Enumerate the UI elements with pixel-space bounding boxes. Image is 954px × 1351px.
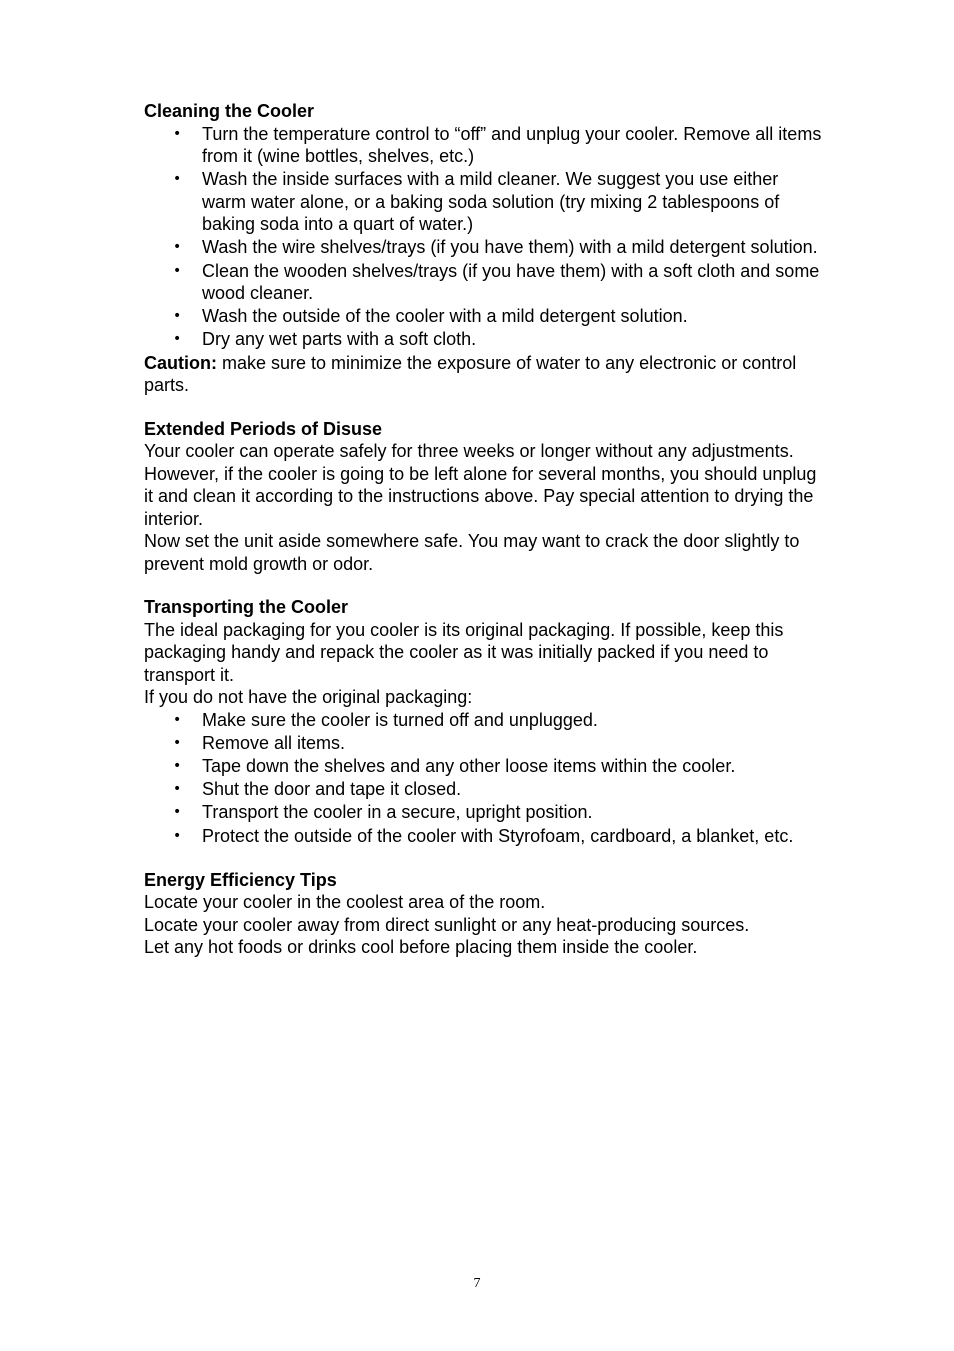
list-item <box>144 801 824 824</box>
paragraph: If you do not have the original packaging: <box>144 687 473 708</box>
bullet-icon: • <box>173 827 182 844</box>
section-energy <box>144 869 824 959</box>
list-item-text: Clean the wooden shelves/trays (if you have them) with a soft cloth and some wood cleaner. <box>202 260 820 304</box>
list-item <box>144 709 824 732</box>
bullet-icon: • <box>173 262 182 279</box>
section-transport <box>144 596 824 847</box>
section-cleaning <box>144 100 824 397</box>
bullet-icon: • <box>173 734 182 751</box>
bullet-icon: • <box>173 125 182 142</box>
caution-label: Caution: <box>144 352 217 373</box>
paragraph: Locate your cooler in the coolest area of the room. <box>144 892 546 913</box>
list-item-text: Make sure the cooler is turned off and unplugged. <box>202 709 598 730</box>
list-item <box>144 236 824 259</box>
caution-text: make sure to minimize the exposure of water to any electronic or control parts. <box>144 352 797 396</box>
list-item-text: Tape down the shelves and any other loose items within the cooler. <box>202 756 736 776</box>
section-heading: Cleaning the Cooler <box>144 101 315 121</box>
bullet-icon: • <box>173 331 182 348</box>
list-item <box>144 732 824 755</box>
section-heading: Transporting the Cooler <box>144 597 349 618</box>
section-disuse <box>144 418 824 576</box>
list-item <box>144 328 824 351</box>
list-item-text: Transport the cooler in a secure, upright position. <box>202 802 593 823</box>
bullet-icon: • <box>173 171 182 188</box>
bullet-icon: • <box>173 308 182 325</box>
list-item-text: Dry any wet parts with a soft cloth. <box>202 329 477 350</box>
transport-steps-list <box>144 709 824 847</box>
list-item <box>144 305 824 328</box>
list-item <box>144 778 824 801</box>
page-number: 7 <box>473 1276 481 1291</box>
list-item-text: Protect the outside of the cooler with Styrofoam, cardboard, a blanket, etc. <box>202 825 794 846</box>
section-spacer <box>144 397 824 418</box>
paragraph: Your cooler can operate safely for three weeks or longer without any adjustments. However, if the cooler is going to be left alone for several months, you should unplug it and clean it according to the instructions above. Pay special attention to drying the interior. <box>144 441 817 529</box>
bullet-icon: • <box>173 711 182 728</box>
section-heading: Energy Efficiency Tips <box>144 869 337 890</box>
bullet-icon: • <box>173 239 182 256</box>
list-item <box>144 168 824 236</box>
list-item-text: Turn the temperature control to “off” and unplug your cooler. Remove all items from it (wine bottles, shelves, etc.) <box>202 123 822 166</box>
list-item-text: Wash the outside of the cooler with a mild detergent solution. <box>202 306 688 327</box>
list-item <box>144 825 824 848</box>
section-heading: Extended Periods of Disuse <box>144 418 383 439</box>
list-item <box>144 260 824 305</box>
bullet-icon: • <box>173 804 182 821</box>
paragraph: The ideal packaging for you cooler is its original packaging. If possible, keep this packaging handy and repack the cooler as it was initially packed if you need to transport it. <box>144 619 784 685</box>
list-item-text: Wash the inside surfaces with a mild cleaner. We suggest you use either warm water alone, or a baking soda solution (try mixing 2 tablespoons of baking soda into a quart of water.) <box>202 169 780 235</box>
list-item-text: Wash the wire shelves/trays (if you have them) with a mild detergent solution. <box>202 237 818 258</box>
list-item <box>144 755 824 778</box>
bullet-icon: • <box>173 781 182 798</box>
section-spacer <box>144 848 824 869</box>
document-body <box>144 100 824 959</box>
section-spacer <box>144 575 824 596</box>
list-item-text: Shut the door and tape it closed. <box>202 779 462 800</box>
list-item <box>144 123 824 168</box>
caution-note <box>144 352 824 397</box>
bullet-icon: • <box>173 758 182 774</box>
paragraph: Now set the unit aside somewhere safe. You may want to crack the door slightly to prevent mold growth or odor. <box>144 531 800 574</box>
paragraph: Locate your cooler away from direct sunlight or any heat-producing sources. <box>144 914 750 935</box>
paragraph: Let any hot foods or drinks cool before placing them inside the cooler. <box>144 937 698 958</box>
cleaning-steps-list <box>144 123 824 351</box>
list-item-text: Remove all items. <box>202 732 346 753</box>
